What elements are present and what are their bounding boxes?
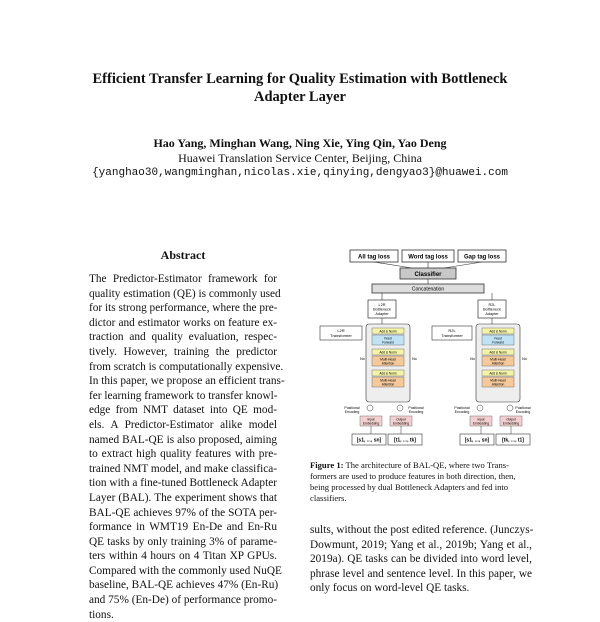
- r2l-in-emb-1: Input: [477, 417, 485, 422]
- title-line-1: Efficient Transfer Learning for Quality Estimation with Bottleneck: [92, 71, 508, 87]
- l2r-target-input: [t1, ..., tk]: [394, 437, 416, 444]
- l2r-addnorm-1-label: Add & Norm: [379, 329, 397, 334]
- text-line: and 75% (En-De) of performance promo-: [89, 594, 277, 607]
- l2r-adapter-line-3: Adapter: [375, 312, 389, 316]
- r2l-nx-2: Nx: [522, 356, 527, 361]
- text-line: Layer (BAL). The experiment shows that: [89, 491, 277, 504]
- author-names: Hao Yang, Minghan Wang, Ning Xie, Ying Qin, Yao Deng: [153, 136, 447, 150]
- r2l-pos-enc-label-1a: Positional: [454, 406, 470, 410]
- r2l-adapter-line-3: Adapter: [485, 312, 499, 316]
- l2r-source-input: [s1, ..., sn]: [356, 437, 382, 444]
- text-line: traction and quality evaluation, respec-: [89, 331, 277, 344]
- classifier-label: Classifier: [414, 272, 442, 278]
- l2r-pos-enc-circle-1: [367, 405, 373, 411]
- l2r-ff-label-2: Forward: [382, 340, 394, 345]
- l2r-att1-label-2: Attention: [381, 361, 395, 366]
- text-line: dictor and estimator works on feature ex-: [89, 316, 277, 329]
- figure-architecture: [312, 246, 532, 458]
- text-line: phrase level and sentence level. In this paper, we: [310, 567, 532, 580]
- abstract-heading: Abstract: [160, 248, 206, 262]
- r2l-pos-enc-label-2a: Positional: [515, 406, 531, 410]
- l2r-adapter-line-2: Bottleneck: [373, 307, 391, 312]
- r2l-addnorm-1-label: Add & Norm: [489, 329, 507, 334]
- r2l-pos-enc-circle-2: [507, 405, 513, 411]
- body-paragraph: [310, 523, 532, 596]
- text-line: ters within 4 hours on 4 Titan XP GPUs.: [89, 550, 277, 563]
- l2r-att1-label-1: Multi-Head: [380, 357, 396, 362]
- text-line: baseline, BAL-QE achieves 47% (En-Ru): [89, 579, 279, 592]
- r2l-out-emb-1: Output: [506, 417, 516, 422]
- gap-tag-loss-label: Gap tag loss: [463, 254, 501, 261]
- abstract-body: [89, 272, 285, 622]
- l2r-ff-label-1: Feed: [384, 336, 392, 341]
- r2l-pos-enc-circle-1: [477, 405, 483, 411]
- r2l-nx-1: Nx: [470, 356, 475, 361]
- text-line: els. A Predictor-Estimator alike model: [89, 418, 277, 431]
- l2r-addnorm-3-label: Add & Norm: [379, 371, 397, 376]
- r2l-att2-label-2: Attention: [491, 382, 505, 387]
- l2r-adapter-line-1: L2R: [378, 303, 386, 307]
- l2r-out-emb-2: Embedding: [392, 421, 410, 426]
- l2r-addnorm-2-label: Add & Norm: [379, 350, 397, 355]
- r2l-ff-label-1: Feed: [494, 336, 502, 341]
- l2r-transformer-line-1: L2R: [337, 328, 345, 333]
- text-line: sults, without the post edited reference. (Junczys-: [310, 524, 534, 536]
- r2l-transformer-line-2: Transformer: [441, 333, 463, 338]
- caption-line-1-text: The architecture of BAL-QE, where two Trans-: [343, 460, 509, 470]
- text-line: The Predictor-Estimator framework for: [89, 273, 277, 285]
- r2l-in-emb-2: Embedding: [472, 421, 490, 426]
- concatenation-label: Concatenation: [411, 286, 445, 293]
- paper-title: [60, 70, 540, 106]
- text-line: Dowmunt, 2019; Yang et al., 2019b; Yang et al.,: [310, 538, 532, 551]
- l2r-pos-enc-label-1a: Positional: [344, 406, 360, 410]
- l2r-pos-enc-label-2b: Encoding: [408, 410, 424, 414]
- text-line: from scratch is computationally expensive.: [89, 360, 284, 373]
- text-line: to extract high quality features with pre-: [89, 448, 277, 461]
- l2r-nx-1: Nx: [360, 356, 365, 361]
- l2r-in-emb-1: Input: [367, 417, 375, 422]
- r2l-source-input: [s1, ..., sn]: [464, 437, 490, 444]
- author-emails: {yanghao30,wangminghan,nicolas.xie,qinying,dengyao3}@huawei.com: [92, 167, 508, 179]
- all-tag-loss-label: All tag loss: [357, 254, 391, 261]
- l2r-out-emb-1: Output: [396, 417, 406, 422]
- word-tag-loss-label: Word tag loss: [408, 254, 448, 261]
- text-line: BAL-QE achieves 97% of the SOTA per-: [89, 506, 277, 519]
- text-line: fer learning framework to transfer knowl-: [89, 389, 278, 402]
- title-line-2: Adapter Layer: [254, 89, 346, 105]
- r2l-out-emb-2: Embedding: [502, 421, 520, 426]
- r2l-addnorm-2-label: Add & Norm: [489, 350, 507, 355]
- text-line: QE tasks by only training 3% of parame-: [89, 535, 277, 548]
- text-line: quality estimation (QE) is commonly used: [89, 287, 281, 300]
- r2l-transformer-line-1: R2L: [448, 328, 456, 333]
- text-line: for its strong performance, where the pre-: [89, 302, 278, 315]
- l2r-pos-enc-label-1b: Encoding: [344, 410, 360, 414]
- r2l-pos-enc-label-2b: Encoding: [515, 410, 531, 414]
- text-line: named BAL-QE is also proposed, aiming: [89, 433, 277, 446]
- r2l-adapter-line-1: R2L: [488, 303, 496, 307]
- l2r-in-emb-2: Embedding: [362, 421, 380, 426]
- text-line: In this paper, we propose an efficient trans-: [89, 375, 285, 388]
- text-line: tively. However, training the predictor: [89, 345, 277, 358]
- r2l-adapter-line-2: Bottleneck: [483, 307, 501, 312]
- r2l-att2-label-1: Multi-Head: [490, 378, 506, 383]
- r2l-att1-label-2: Attention: [491, 361, 505, 366]
- text-line: only focus on word-level QE tasks.: [310, 582, 470, 595]
- text-line: Compared with the commonly used NuQE: [89, 564, 282, 577]
- text-line: tion with a fine-tuned Bottleneck Adapter: [89, 477, 277, 490]
- text-line: 2019a). QE tasks can be divided into word level,: [310, 553, 532, 566]
- architecture-diagram: [312, 246, 532, 458]
- caption-line-1: [310, 460, 532, 471]
- r2l-att1-label-1: Multi-Head: [490, 357, 506, 362]
- affiliation: Huawei Translation Service Center, Beijing, China: [178, 151, 422, 165]
- caption-line-2: formers are used to produce features in both direction, then,: [310, 471, 516, 481]
- text-line: formance in WMT19 En-De and En-Ru: [89, 521, 277, 534]
- l2r-nx-2: Nx: [412, 356, 417, 361]
- text-line: tions.: [89, 608, 114, 621]
- r2l-addnorm-3-label: Add & Norm: [489, 371, 507, 376]
- l2r-pos-enc-circle-2: [397, 405, 403, 411]
- caption-line-4: classifiers.: [310, 493, 347, 503]
- author-block: [40, 136, 560, 181]
- r2l-pos-enc-label-1b: Encoding: [454, 410, 470, 414]
- caption-label: Figure 1:: [310, 460, 344, 470]
- l2r-att2-label-2: Attention: [381, 382, 395, 387]
- caption-line-3: being processed by dual Bottleneck Adapters and fed into: [310, 482, 509, 492]
- figure-caption: [310, 460, 532, 504]
- l2r-pos-enc-label-2a: Positional: [408, 406, 424, 410]
- r2l-ff-label-2: Forward: [492, 340, 504, 345]
- l2r-att2-label-1: Multi-Head: [380, 378, 396, 383]
- r2l-target-input: [tk, ..., t1]: [502, 437, 524, 444]
- l2r-transformer-line-2: Transformer: [330, 333, 352, 338]
- text-line: trained NMT model, and make classifica-: [89, 462, 278, 475]
- text-line: edge from NMT dataset into QE mod-: [89, 404, 277, 417]
